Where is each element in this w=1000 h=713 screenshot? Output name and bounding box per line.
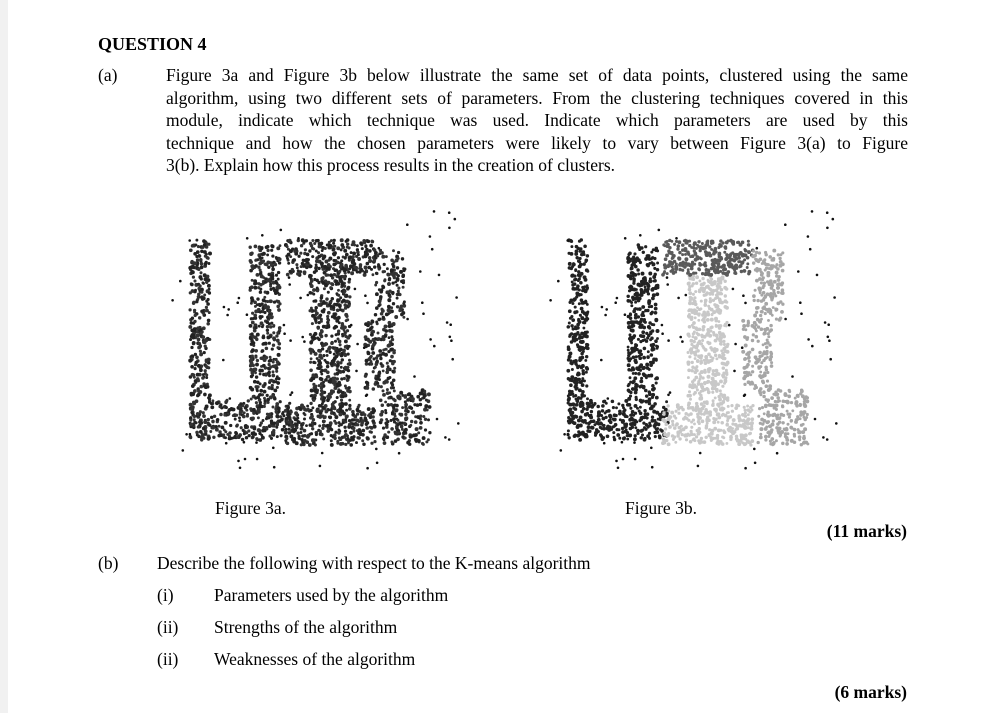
paragraph-line: technique and how the chosen parameters were likely to vary between Figure 3(a) to Figure [166, 132, 908, 153]
paragraph-line: module, indicate which technique was used. Indicate which parameters are used by this [166, 110, 908, 130]
part-b-label: (b) [98, 553, 119, 573]
part-a-label: (a) [98, 65, 118, 85]
part-b-heading: Describe the following with respect to the K-means algorithm [157, 553, 591, 573]
part-b-marks: (6 marks) [834, 682, 907, 702]
figure-3a-caption: Figure 3a. [215, 498, 286, 518]
part-a-marks: (11 marks) [826, 521, 907, 541]
figure-3a-scatter [165, 200, 465, 475]
page-edge [0, 0, 8, 713]
part-a-paragraph [166, 64, 908, 177]
part-b-item-number: (ii) [157, 617, 179, 637]
figure-3b-caption: Figure 3b. [625, 498, 697, 518]
paragraph-line: 3(b). Explain how this process results in the creation of clusters. [166, 155, 616, 175]
question-title: QUESTION 4 [98, 34, 207, 54]
part-b-item-number: (ii) [157, 649, 179, 669]
part-b-item-number: (i) [157, 585, 174, 605]
figure-3b-scatter [543, 200, 843, 475]
part-b-item-text: Strengths of the algorithm [214, 617, 398, 637]
paragraph-line: algorithm, using two different sets of parameters. From the clustering techniques covered in this [166, 87, 908, 108]
part-b-item-text: Weaknesses of the algorithm [214, 649, 416, 669]
paragraph-line: Figure 3a and Figure 3b below illustrate the same set of data points, clustered using the same [166, 65, 908, 85]
part-b-item-text: Parameters used by the algorithm [214, 585, 449, 605]
